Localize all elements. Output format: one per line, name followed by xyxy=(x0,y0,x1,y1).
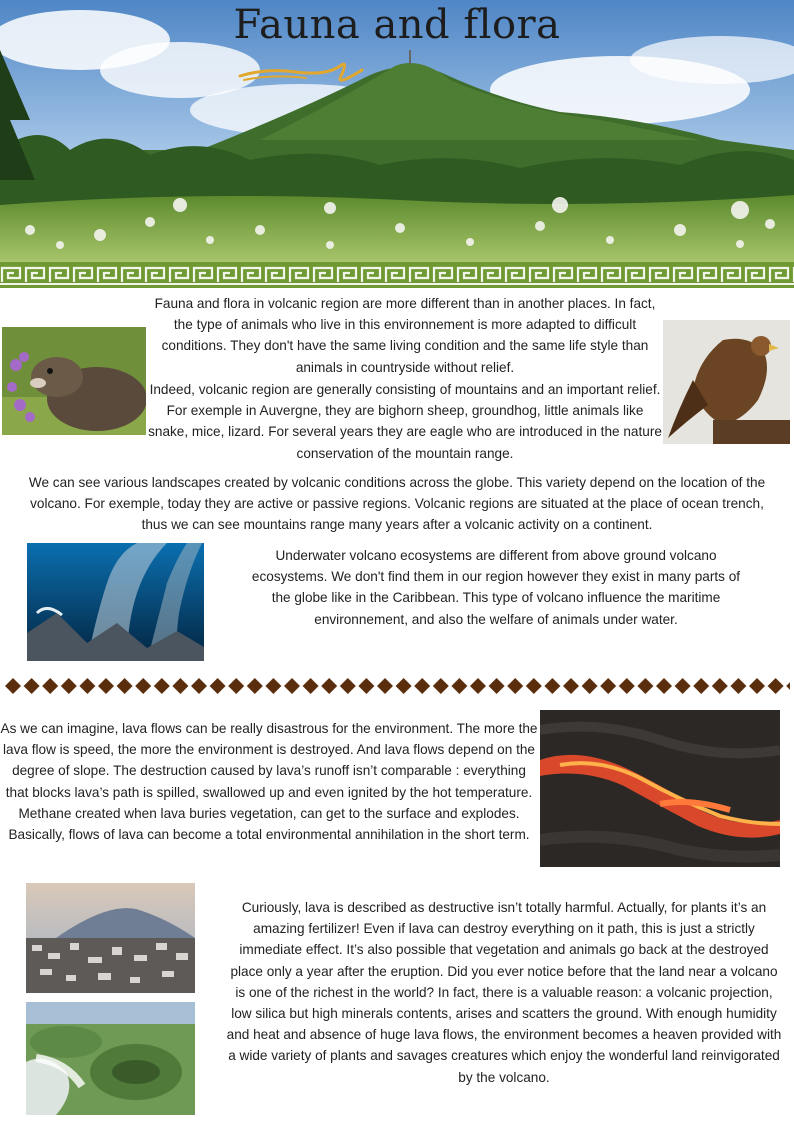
underwater-paragraph: Underwater volcano ecosystems are different from above ground volcano ecosystems. We don't find them in our region however they exist in many parts of the globe like in the Caribbean. This type of volcano influence the maritime environnement, and also the welfare of animals under water. xyxy=(251,548,741,627)
animals-paragraph: Indeed, volcanic region are generally consisting of mountains and an important relief. For exemple in Auvergne, they are bighorn sheep, groundhog, little animals like snake, mice, lizard. For several years they are eagle who are introduced in the nature conservation of the mountain range. xyxy=(148,382,662,461)
volcanic-craters-photo xyxy=(26,1002,195,1115)
groundhog-photo xyxy=(2,327,146,435)
page-title: Fauna and flora xyxy=(233,2,561,48)
diamond-divider xyxy=(0,677,794,695)
eagle-photo xyxy=(663,320,790,444)
lava-flow-photo xyxy=(540,710,780,867)
landscapes-paragraph: We can see various landscapes created by volcanic conditions across the globe. This variety depend on the location of the volcano. For exemple, today they are active or passive regions. Volcanic regions are situated at the place of ocean trench, thus we can see mountains range many years after a volcanic activity on a continent. xyxy=(28,475,766,533)
intro-paragraph: Fauna and flora in volcanic region are more different than in another places. In fact, the type of animals who live in this environnement is more adapted to difficult conditions. They don't have the same living condition and the same life style than animals in countryside without relief. xyxy=(154,296,656,375)
decorative-swirl-icon xyxy=(236,56,366,96)
underwater-volcano-photo xyxy=(27,543,204,661)
city-volcano-photo xyxy=(26,883,195,993)
greek-key-border xyxy=(0,262,794,288)
lava-paragraph: As we can imagine, lava flows can be really disastrous for the environment. The more the lava flow is speed, the more the environment is destroyed. And lava flows depend on the degree of slope. The destruction caused by lava’s runoff isn’t comparable : everything that blocks lava’s path is spilled, swallowed up and even ignited by the hot temperature. Methane created when lava buries vegetation, can get to the surface and explodes. Basically, flows of lava can become a total environmental annihilation in the short term. xyxy=(0,721,538,843)
fertilizer-paragraph: Curiously, lava is described as destructive isn’t totally harmful. Actually, for plants it’s an amazing fertilizer! Even if lava can destroy everything on it path, this is just a strictly immediate effect. It’s also possible that vegetation and animals go back at the destroyed place only a year after the eruption. Did you ever notice before that the land near a volcano is one of the richest in the world? In fact, there is a valuable reason: a volcanic projection, low silica but high minerals contents, arises and scatters the ground. With enough humidity and heat and absence of huge lava flows, the environment becomes a heaven provided with a wide variety of plants and savages creatures which enjoy the wonderful land reinvigorated by the volcano. xyxy=(226,900,782,1085)
